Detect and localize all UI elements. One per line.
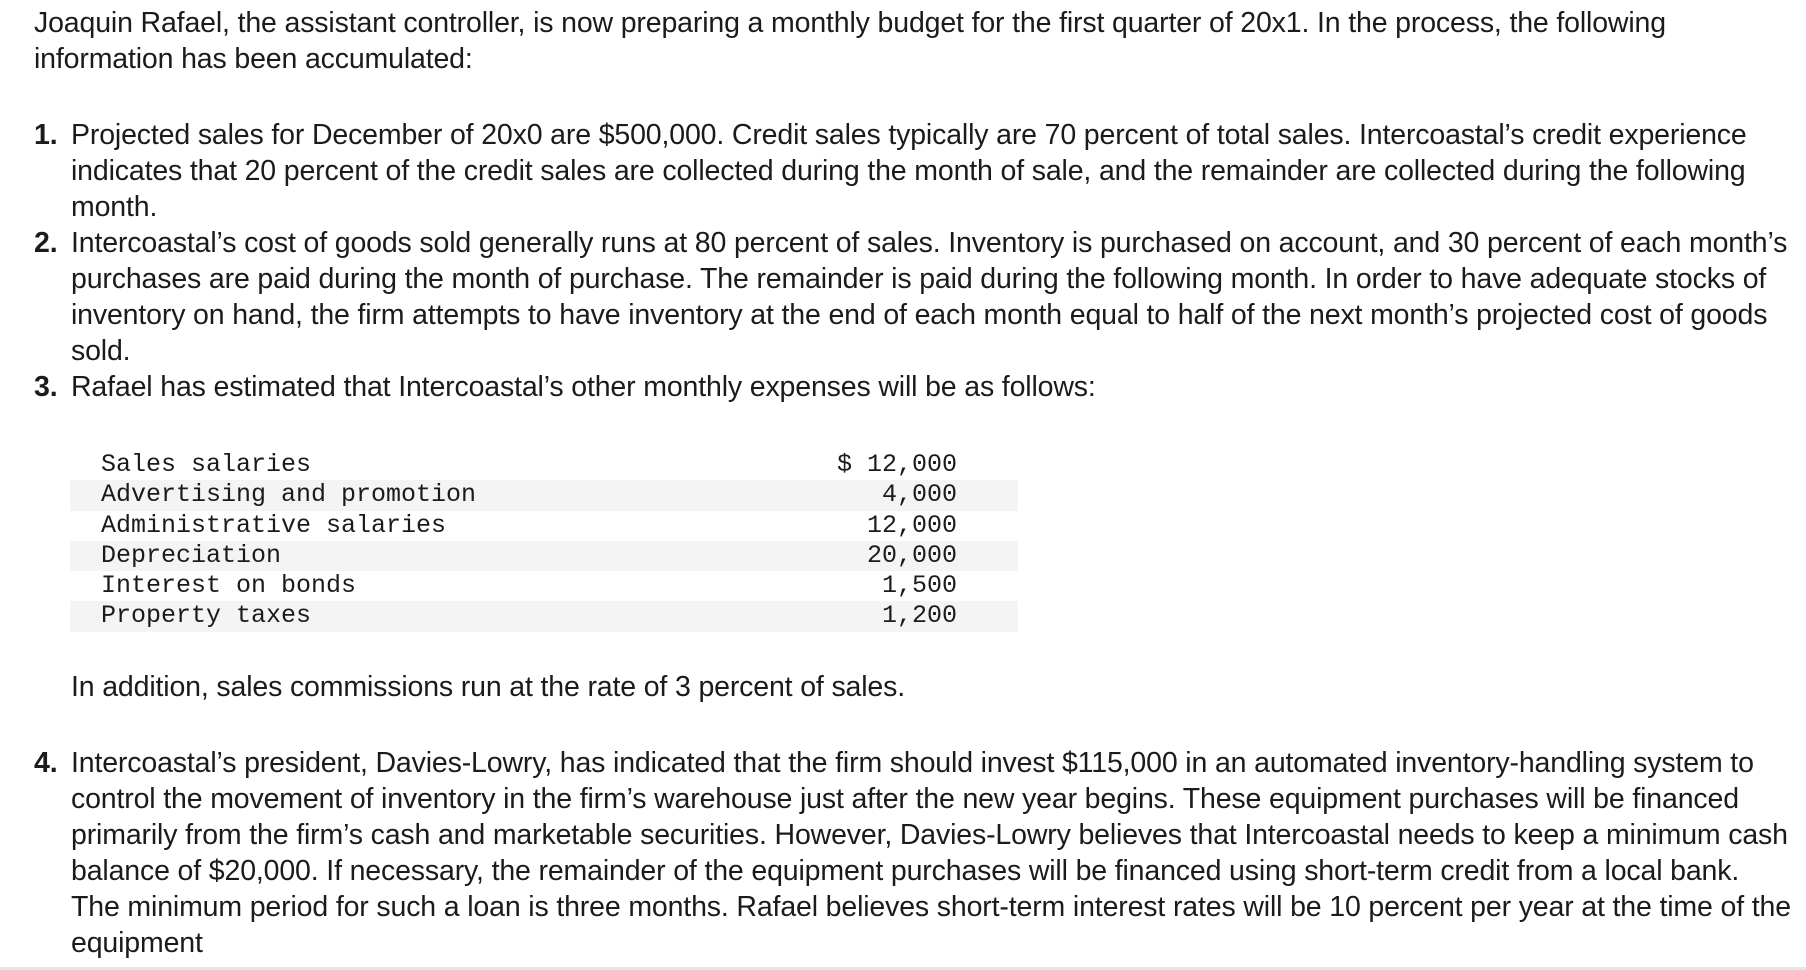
item-number: 2.	[34, 227, 58, 259]
expense-amount: 4,000	[881, 480, 957, 510]
expense-label: Sales salaries	[101, 450, 312, 479]
expense-label: Property taxes	[101, 601, 312, 631]
list-item	[34, 225, 1794, 369]
expense-label: Depreciation	[101, 540, 282, 570]
item-number: 1.	[34, 119, 58, 151]
expense-amount: $ 12,000	[836, 450, 957, 479]
expense-label: Interest on bonds	[101, 571, 357, 601]
expense-amount: 1,500	[881, 571, 957, 601]
item-text: Intercoastal’s cost of goods sold generally runs at 80 percent of sales. Inventory is purchased on account, and 30 percent of each month’s purchases are paid during the month of purchase. The remainder is paid during the following month. In order to have adequate stocks of inventory on hand, the firm attempts to have inventory at the end of each month equal to half of the next month’s projected cost of goods sold.	[71, 227, 1788, 367]
item-text: Rafael has estimated that Intercoastal’s other monthly expenses will be as follows:	[71, 371, 1096, 403]
expense-label: Administrative salaries	[101, 510, 447, 540]
list-item	[34, 369, 1794, 405]
expense-amount: 12,000	[866, 510, 957, 540]
expense-amount: 1,200	[881, 601, 957, 631]
expense-amount: 20,000	[866, 540, 957, 570]
intro-paragraph: Joaquin Rafael, the assistant controller, is now preparing a monthly budget for the first quarter of 20x1. In the process, the following information has been accumulated:	[34, 7, 1666, 75]
table-row	[70, 601, 1018, 631]
table-row	[70, 541, 1018, 571]
expense-label: Advertising and promotion	[101, 480, 477, 510]
numbered-list-continued	[34, 745, 1794, 961]
commission-note: In addition, sales commissions run at the rate of 3 percent of sales.	[71, 671, 906, 703]
list-item	[34, 745, 1794, 961]
list-item	[34, 117, 1794, 225]
table-row	[70, 480, 1018, 510]
numbered-list	[34, 117, 1794, 405]
table-row	[70, 511, 1018, 541]
item-text: Intercoastal’s president, Davies-Lowry, has indicated that the firm should invest $115,000 in an automated inventory-handling system to control the movement of inventory in the firm’s warehouse just after the new year begins. These equipment purchases will be financed primarily from the firm’s cash and marketable securities. However, Davies-Lowry believes that Intercoastal needs to keep a minimum cash balance of $20,000. If necessary, the remainder of the equipment purchases will be financed using short-term credit from a local bank. The minimum period for such a loan is three months. Rafael believes short-term interest rates will be 10 percent per year at the time of the equipment	[71, 747, 1791, 959]
table-row	[70, 450, 1018, 480]
item-number: 3.	[34, 371, 58, 403]
monthly-expenses-table	[70, 450, 1018, 632]
item-number: 4.	[34, 747, 58, 779]
item-text: Projected sales for December of 20x0 are $500,000. Credit sales typically are 70 percent of total sales. Intercoastal’s credit experience indicates that 20 percent of the credit sales are collected during the month of sale, and the remainder are collected during the following month.	[71, 119, 1747, 223]
table-row	[70, 571, 1018, 601]
